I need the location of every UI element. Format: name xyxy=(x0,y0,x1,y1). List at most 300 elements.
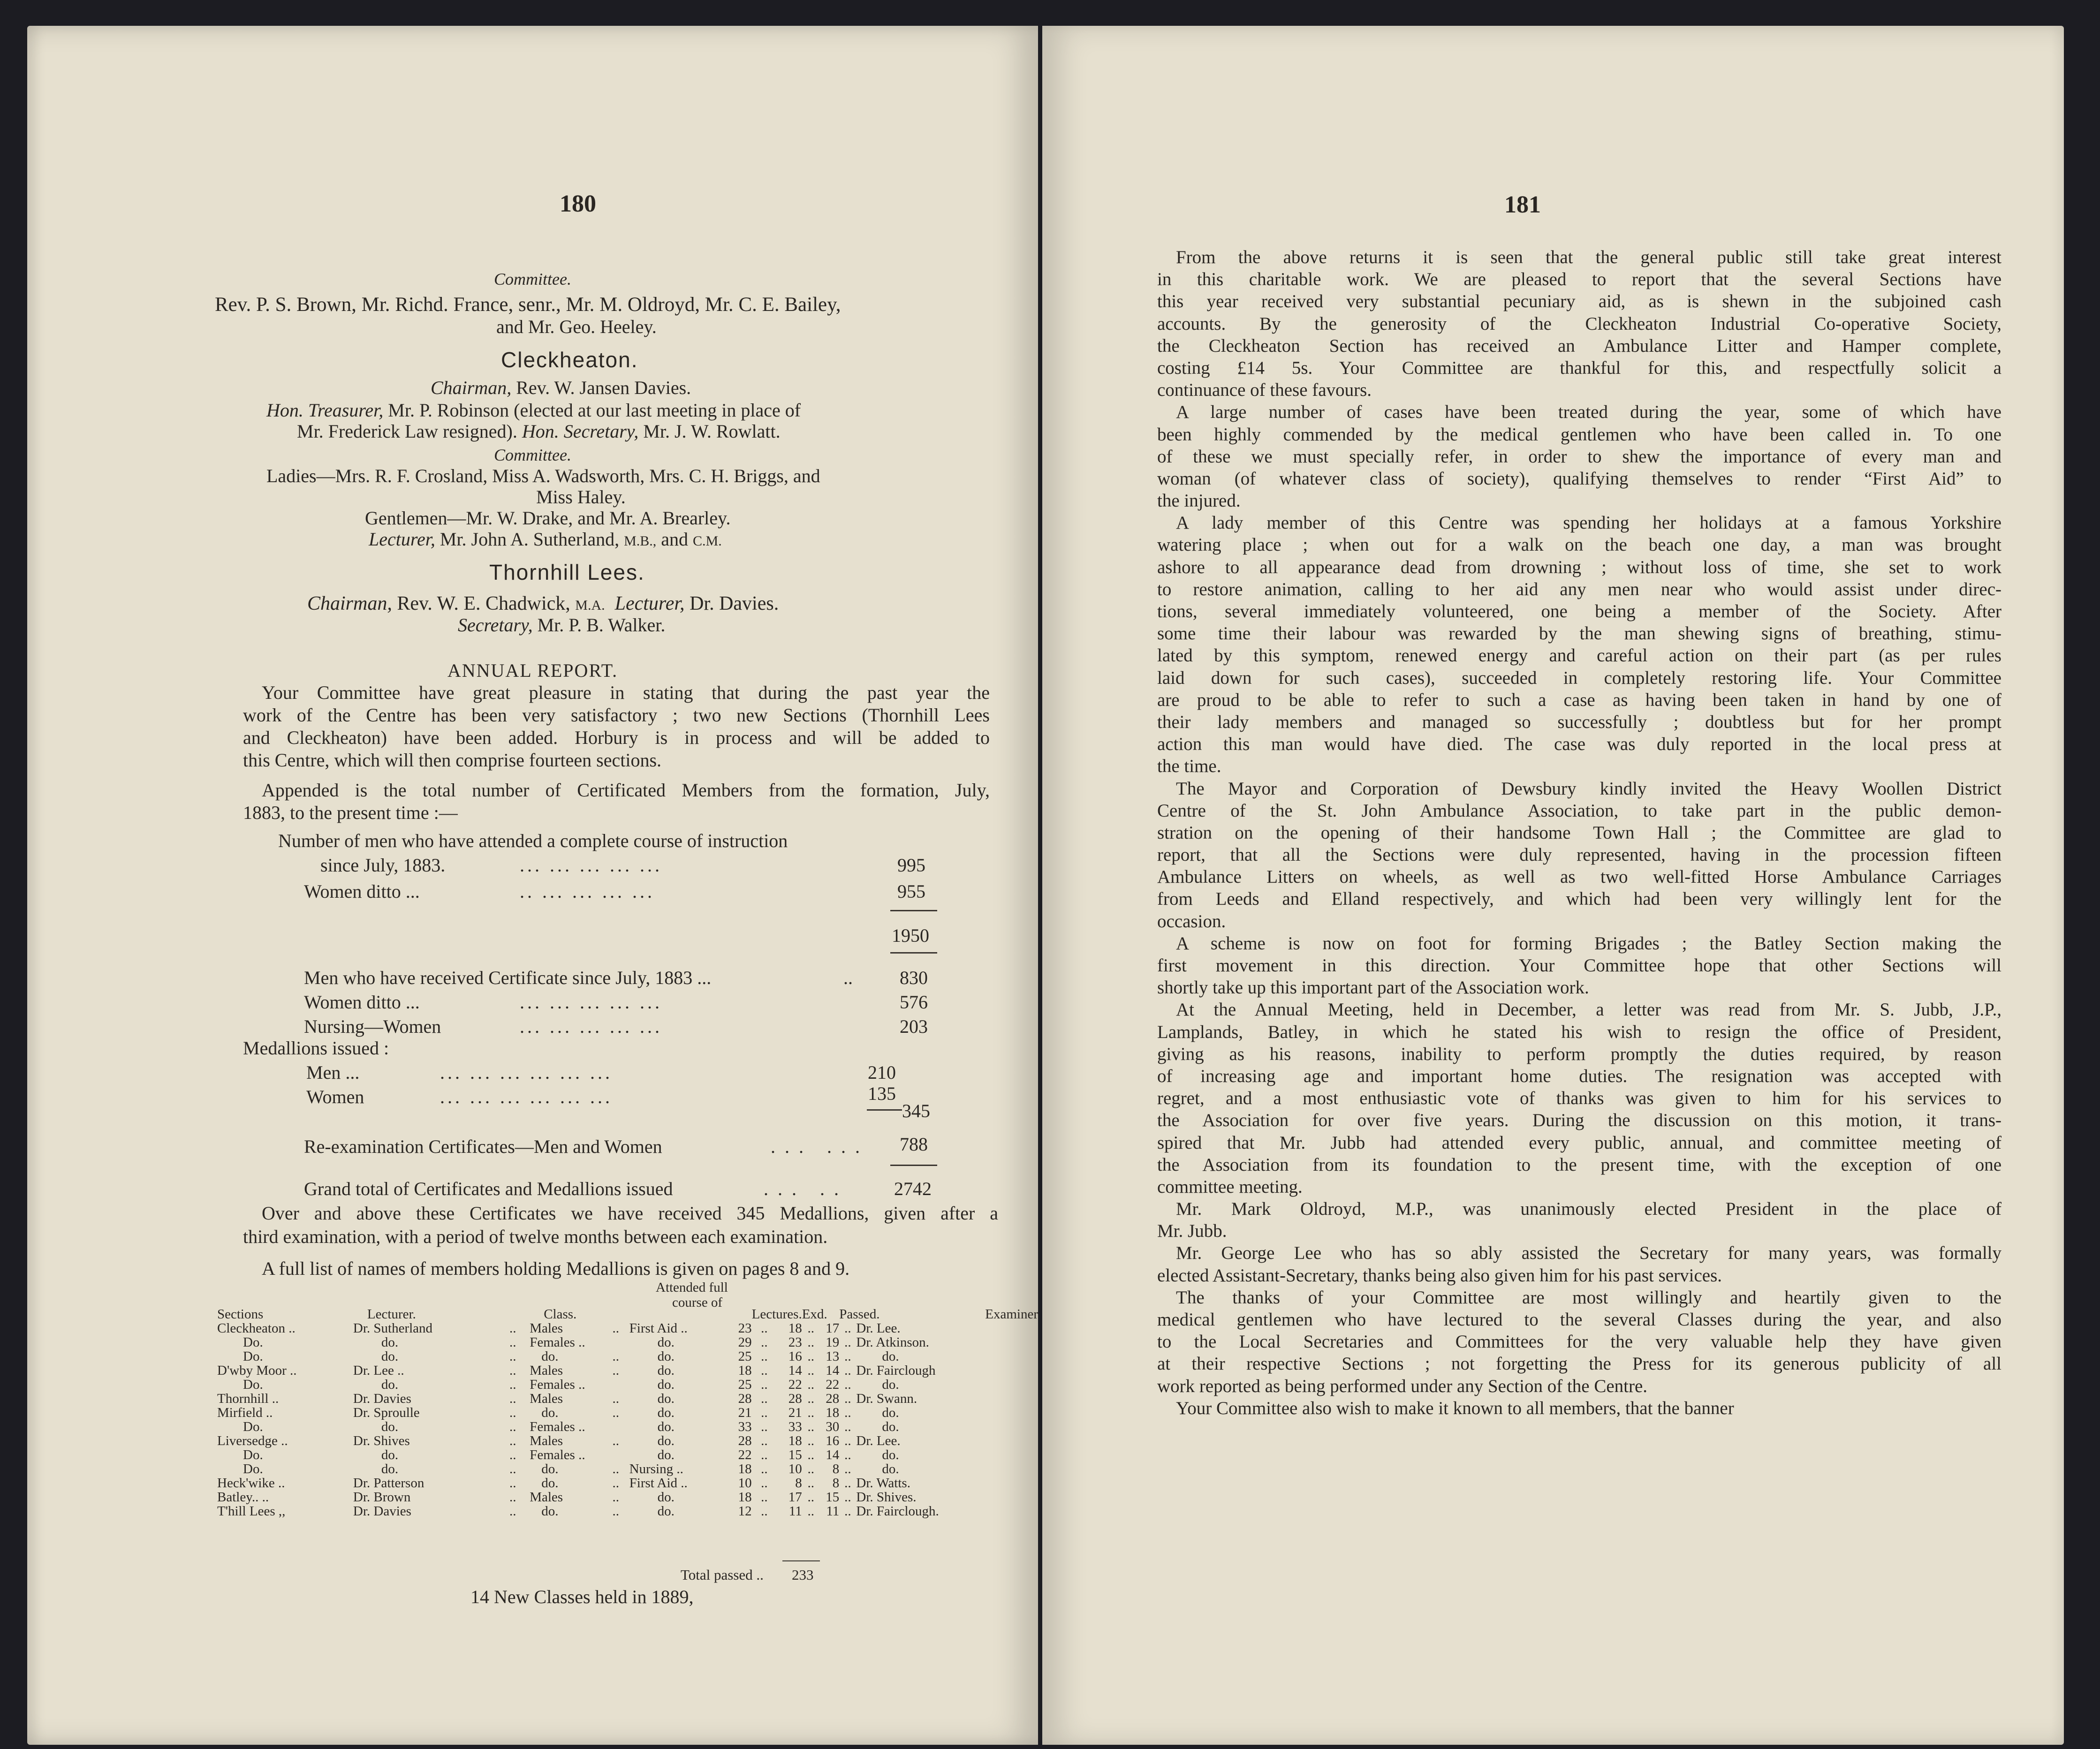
thornhill-secretary: Secretary, Mr. P. B. Walker. xyxy=(458,614,666,636)
stat-medallions-label: Medallions issued : xyxy=(243,1037,389,1059)
table-cell: 12 xyxy=(738,1504,752,1519)
table-cell: 16 xyxy=(826,1433,840,1448)
stat-med-men-label: Men ... xyxy=(306,1062,360,1083)
table-cell: .. xyxy=(807,1363,815,1378)
stat-men-cert-dots: .. xyxy=(843,967,853,988)
table-row xyxy=(217,1420,1038,1434)
table-cell: 18 xyxy=(826,1405,840,1420)
stat-med-total-value: 345 xyxy=(902,1100,930,1121)
table-row xyxy=(217,1462,1038,1476)
stat-reexam-value: 788 xyxy=(900,1134,928,1155)
stat-women-ditto-value: 955 xyxy=(897,881,925,902)
right-text-line: the Association from its foundation to the present time, with the exception of one xyxy=(1157,1154,2001,1175)
table-cell: do. xyxy=(657,1363,675,1378)
table-cell: .. xyxy=(509,1476,516,1491)
table-row xyxy=(217,1448,1038,1462)
table-cell: .. xyxy=(509,1335,516,1350)
table-cell: .. xyxy=(761,1504,768,1519)
right-text-line: Lamplands, Batley, in which he stated his wish to resign the office of President, xyxy=(1157,1022,2001,1042)
table-row xyxy=(217,1434,1038,1448)
table-cell: Heck'wike .. xyxy=(217,1476,285,1491)
table-cell: .. xyxy=(761,1321,768,1336)
right-text-line: from Leeds and Elland respectively, and which had been very willingly lent for the xyxy=(1157,889,2001,909)
table-cell: do. xyxy=(381,1447,399,1462)
table-cell: Males xyxy=(530,1321,563,1336)
table-cell: .. xyxy=(761,1461,768,1476)
table-row xyxy=(217,1406,1038,1420)
table-cell: 14 xyxy=(826,1447,840,1462)
total-rule-2 xyxy=(890,952,937,954)
stat-women-cert-label: Women ditto ... xyxy=(304,992,420,1013)
report-p4: A full list of names of members holding Medallions is given on pages 8 and 9. xyxy=(262,1258,850,1279)
table-cell: .. xyxy=(807,1335,815,1350)
right-page-number: 181 xyxy=(1504,191,1541,218)
table-cell: Liversedge .. xyxy=(217,1433,288,1448)
cleckheaton-committee-heading: Committee. xyxy=(494,446,571,464)
table-cell: .. xyxy=(612,1405,620,1420)
right-text-line: A lady member of this Centre was spending her holidays at a famous Yorkshire xyxy=(1176,513,2001,533)
grand-rule xyxy=(890,1165,937,1166)
stat-women-ditto-label: Women ditto ... xyxy=(304,881,420,902)
stat-grand-label: Grand total of Certificates and Medallions issued xyxy=(304,1178,673,1199)
table-cell: .. xyxy=(509,1419,516,1434)
med-total-rule xyxy=(867,1109,902,1111)
table-cell: 15 xyxy=(788,1447,802,1462)
table-cell: .. xyxy=(807,1433,815,1448)
table-cell: Dr. Lee. xyxy=(856,1433,901,1448)
cleckheaton-gentlemen: Gentlemen—Mr. W. Drake, and Mr. A. Brearley. xyxy=(365,507,731,529)
right-text-line: costing £14 5s. Your Committee are thankful for this, and respectfully solicit a xyxy=(1157,357,2001,378)
table-cell: First Aid .. xyxy=(629,1321,688,1336)
table-cell: .. xyxy=(844,1447,851,1462)
table-footer: 14 New Classes held in 1889, xyxy=(470,1586,694,1607)
table-header-cell: Lecturer. xyxy=(367,1307,416,1322)
right-page-text xyxy=(1157,246,2001,1419)
table-row xyxy=(217,1378,1038,1392)
right-text-line: in this charitable work. We are pleased to report that the several Sections have xyxy=(1157,269,2001,290)
table-cell: Do. xyxy=(243,1377,263,1392)
cleckheaton-heading: Cleckheaton. xyxy=(501,348,638,372)
committee-line-1: Rev. P. S. Brown, Mr. Richd. France, senr., Mr. M. Oldroyd, Mr. C. E. Bailey, xyxy=(215,294,841,316)
table-cell: Dr. Sproulle xyxy=(353,1405,420,1420)
table-cell: Dr. Shives xyxy=(353,1433,410,1448)
report-p2-line-2: 1883, to the present time :— xyxy=(243,802,458,823)
stat-men-course-value: 995 xyxy=(897,855,925,876)
right-text-line: first movement in this direction. Your Committee hope that other Sections will xyxy=(1157,955,2001,976)
table-header-cell: Exd. xyxy=(802,1307,827,1322)
table-cell: .. xyxy=(807,1490,815,1505)
right-text-line: At the Annual Meeting, held in December, a letter was read from Mr. S. Jubb, J.P., xyxy=(1176,999,2001,1020)
cleckheaton-secretary: Mr. Frederick Law resigned). Hon. Secretary, Mr. J. W. Rowlatt. xyxy=(297,421,781,442)
table-row xyxy=(217,1349,1038,1363)
table-cell: Dr. Fairclough xyxy=(856,1363,936,1378)
right-text-line: lated by this symptom, renewed energy and careful action on their part (as per rules xyxy=(1157,645,2001,666)
stat-men-course-dots: ... ... ... ... ... xyxy=(520,855,662,876)
table-cell: .. xyxy=(807,1349,815,1364)
stat-men-course-label-2: since July, 1883. xyxy=(320,855,446,876)
table-cell: Dr. Watts. xyxy=(856,1476,910,1491)
table-cell: .. xyxy=(612,1391,620,1406)
stat-reexam-label: Re-examination Certificates—Men and Women xyxy=(304,1136,662,1157)
stat-women-cert-dots: ... ... ... ... ... xyxy=(520,992,662,1013)
table-cell: 11 xyxy=(788,1504,802,1519)
right-text-line: woman (of whatever class of society), qualifying themselves to render “First Aid” to xyxy=(1157,468,2001,489)
table-cell: do. xyxy=(657,1405,675,1420)
table-cell: .. xyxy=(844,1335,851,1350)
table-cell: Do. xyxy=(243,1447,263,1462)
table-cell: .. xyxy=(612,1433,620,1448)
table-cell: 14 xyxy=(826,1363,840,1378)
table-cell: Males xyxy=(530,1490,563,1505)
table-cell: Dr. Swann. xyxy=(856,1391,917,1406)
table-cell: 14 xyxy=(788,1363,802,1378)
table-cell: Males xyxy=(530,1363,563,1378)
right-text-line: Mr. Jubb. xyxy=(1157,1221,1227,1242)
stat-total-1950: 1950 xyxy=(892,925,929,946)
table-cell: 28 xyxy=(738,1391,752,1406)
right-text-line: some time their labour was rewarded by the man shewing signs of breathing, stimu- xyxy=(1157,623,2001,644)
table-cell: .. xyxy=(509,1461,516,1476)
table-cell: .. xyxy=(844,1504,851,1519)
right-text-line: tions, several immediately volunteered, one being a member of the Society. After xyxy=(1157,601,2001,621)
table-cell: 22 xyxy=(826,1377,840,1392)
stat-med-men-dots: ... ... ... ... ... ... xyxy=(440,1062,613,1083)
right-text-line: the Cleckheaton Section has received an Ambulance Litter and Hamper complete, xyxy=(1157,335,2001,356)
right-text-line: elected Assistant-Secretary, thanks being also given him for his past services. xyxy=(1157,1265,1722,1286)
table-cell: do. xyxy=(657,1419,675,1434)
right-text-line: the injured. xyxy=(1157,491,1241,511)
table-cell: 10 xyxy=(738,1476,752,1491)
table-cell: .. xyxy=(761,1447,768,1462)
stat-med-men-value: 210 xyxy=(868,1062,896,1083)
table-cell: Do. xyxy=(243,1419,263,1434)
table-cell: .. xyxy=(612,1363,620,1378)
table-cell: do. xyxy=(657,1391,675,1406)
table-cell: 8 xyxy=(832,1476,840,1491)
table-cell: 28 xyxy=(738,1433,752,1448)
right-text-line: the time. xyxy=(1157,756,1221,777)
right-text-line: accounts. By the generosity of the Cleckheaton Industrial Co-operative Society, xyxy=(1157,313,2001,334)
table-cell: .. xyxy=(761,1419,768,1434)
table-cell xyxy=(613,1335,629,1349)
report-p1-line-4: this Centre, which will then comprise fourteen sections. xyxy=(243,750,662,771)
table-cell: do. xyxy=(381,1349,399,1364)
table-cell: .. xyxy=(844,1419,851,1434)
table-cell: 25 xyxy=(738,1377,752,1392)
table-cell: Thornhill .. xyxy=(217,1391,279,1406)
right-text-line: regret, and a most enthusiastic vote of thanks was given to him for his services to xyxy=(1157,1088,2001,1109)
table-cell: Dr. Fairclough. xyxy=(856,1504,939,1519)
table-cell: do. xyxy=(541,1405,559,1420)
right-text-line: The Mayor and Corporation of Dewsbury kindly invited the Heavy Woollen District xyxy=(1176,778,2001,799)
table-cell: Males xyxy=(530,1433,563,1448)
stat-nursing-value: 203 xyxy=(900,1016,928,1037)
table-cell: .. xyxy=(509,1433,516,1448)
table-cell: .. xyxy=(807,1377,815,1392)
table-cell: .. xyxy=(844,1433,851,1448)
right-text-line: shortly take up this important part of the Association work. xyxy=(1157,977,1589,998)
table-cell: .. xyxy=(844,1363,851,1378)
table-cell: .. xyxy=(509,1504,516,1519)
right-text-line: continuance of these favours. xyxy=(1157,380,1372,401)
right-text-line: their lady members and managed so successfully ; doubtless but for her prompt xyxy=(1157,712,2001,732)
right-text-line: giving as his reasons, inability to perform promptly the duties required, by reason xyxy=(1157,1044,2001,1064)
table-row xyxy=(217,1363,1038,1378)
table-header-cell xyxy=(733,1307,751,1321)
stat-nursing-label: Nursing—Women xyxy=(304,1016,441,1037)
table-cell: .. xyxy=(807,1321,815,1336)
table-cell: .. xyxy=(844,1461,851,1476)
right-text-line: The thanks of your Committee are most willingly and heartily given to the xyxy=(1176,1287,2001,1308)
right-text-line: this year received very substantial pecuniary aid, as is shewn in the subjoined cash xyxy=(1157,291,2001,312)
right-text-line: spired that Mr. Jubb had attended every public, annual, and committee meeting of xyxy=(1157,1132,2001,1153)
right-text-line: the Association for over five years. During the discussion on this motion, it trans- xyxy=(1157,1110,2001,1131)
table-cell: .. xyxy=(761,1391,768,1406)
table-cell: .. xyxy=(612,1461,620,1476)
table-header-cell: Sections xyxy=(217,1307,264,1322)
report-p2-line-1: Appended is the total number of Certificated Members from the formation, July, xyxy=(262,780,990,801)
table-cell: .. xyxy=(807,1504,815,1519)
right-text-line: A scheme is now on foot for forming Brigades ; the Batley Section making the xyxy=(1176,933,2001,954)
left-page-number: 180 xyxy=(560,190,596,217)
table-cell: Males xyxy=(530,1391,563,1406)
table-cell: Cleckheaton .. xyxy=(217,1321,296,1336)
right-text-line: watering place ; when out for a walk on the beach one day, a man was brought xyxy=(1157,535,2001,555)
stat-grand-dots: ... .. xyxy=(764,1178,848,1199)
table-cell xyxy=(613,1378,629,1392)
cleckheaton-chairman: Chairman, Rev. W. Jansen Davies. xyxy=(431,377,691,398)
table-total-rule xyxy=(782,1560,820,1561)
right-text-line: Ambulance Litters on wheels, as well as two well-fitted Horse Ambulance Carriages xyxy=(1157,867,2001,887)
table-cell: .. xyxy=(509,1447,516,1462)
table-header-cell: Examiner xyxy=(985,1307,1038,1322)
table-cell: .. xyxy=(509,1377,516,1392)
table-cell: .. xyxy=(844,1377,851,1392)
table-cell: .. xyxy=(807,1391,815,1406)
table-cell: Mirfield .. xyxy=(217,1405,273,1420)
right-text-line: ashore to all appearance dead from drowning ; without loss of time, she set to work xyxy=(1157,557,2001,577)
table-cell: Do. xyxy=(243,1335,263,1350)
table-cell: Do. xyxy=(243,1461,263,1476)
table-cell: do. xyxy=(541,1461,559,1476)
report-p3-line-1: Over and above these Certificates we have received 345 Medallions, given after a xyxy=(262,1203,998,1224)
table-cell: do. xyxy=(882,1377,899,1392)
annual-report-heading: ANNUAL REPORT. xyxy=(447,660,618,681)
table-cell: 21 xyxy=(738,1405,752,1420)
right-text-line: Mr. George Lee who has so ably assisted the Secretary for many years, was formally xyxy=(1176,1243,2001,1264)
committee-line-2: and Mr. Geo. Heeley. xyxy=(496,316,657,337)
table-total-value: 233 xyxy=(792,1567,814,1583)
table-cell: Females .. xyxy=(530,1419,585,1434)
table-cell: .. xyxy=(844,1321,851,1336)
table-cell: .. xyxy=(807,1461,815,1476)
table-cell: .. xyxy=(509,1321,516,1336)
right-text-line: A large number of cases have been treated during the year, some of which have xyxy=(1176,402,2001,423)
table-cell: do. xyxy=(381,1419,399,1434)
table-cell: .. xyxy=(612,1490,620,1505)
table-cell: 18 xyxy=(738,1363,752,1378)
table-cell: Dr. Atkinson. xyxy=(856,1335,929,1350)
thornhill-heading: Thornhill Lees. xyxy=(489,560,645,584)
table-cell: Females .. xyxy=(530,1377,585,1392)
table-cell: Dr. Lee. xyxy=(856,1321,901,1336)
table-cell: 11 xyxy=(826,1504,840,1519)
table-cell: do. xyxy=(882,1447,899,1462)
table-cell: 15 xyxy=(826,1490,840,1505)
table-cell: do. xyxy=(541,1349,559,1364)
table-cell: T'hill Lees ,, xyxy=(217,1504,286,1519)
stat-women-cert-value: 576 xyxy=(900,992,928,1013)
table-cell: do. xyxy=(657,1433,675,1448)
table-cell: Females .. xyxy=(530,1447,585,1462)
right-text-line: at their respective Sections ; not forgetting the Press for its generous publicity of all xyxy=(1157,1354,2001,1374)
committee-heading: Committee. xyxy=(494,270,571,288)
table-cell: .. xyxy=(761,1335,768,1350)
table-cell: .. xyxy=(612,1504,620,1519)
table-cell: 28 xyxy=(788,1391,802,1406)
table-row xyxy=(217,1504,1038,1518)
table-header-cell: Class. xyxy=(544,1307,577,1322)
table-cell: do. xyxy=(657,1447,675,1462)
thornhill-chairman: Chairman, Rev. W. E. Chadwick, M.A. Lecturer, Dr. Davies. xyxy=(307,593,779,614)
right-text-line: to restore animation, calling to her aid any men near who would assist under direc- xyxy=(1157,579,2001,599)
table-row xyxy=(217,1335,1038,1349)
table-cell: Dr. Patterson xyxy=(353,1476,425,1491)
right-text-line: committee meeting. xyxy=(1157,1176,1303,1197)
table-cell: Do. xyxy=(243,1349,263,1364)
table-cell: .. xyxy=(509,1490,516,1505)
report-p1-line-1: Your Committee have great pleasure in stating that during the past year the xyxy=(262,682,990,703)
table-cell: 8 xyxy=(832,1461,840,1476)
table-cell: do. xyxy=(882,1405,899,1420)
table-cell: .. xyxy=(844,1476,851,1491)
table-cell: .. xyxy=(509,1349,516,1364)
table-cell: .. xyxy=(509,1363,516,1378)
right-text-line: From the above returns it is seen that the general public still take great interest xyxy=(1176,247,2001,267)
table-header-cell: Lectures. xyxy=(751,1307,802,1322)
table-cell: .. xyxy=(612,1321,620,1336)
table-cell: .. xyxy=(807,1419,815,1434)
stat-med-women-value: 135 xyxy=(868,1083,896,1104)
table-cell: .. xyxy=(509,1391,516,1406)
table-cell: D'wby Moor .. xyxy=(217,1363,297,1378)
table-cell: Nursing .. xyxy=(629,1461,683,1476)
table-cell: do. xyxy=(657,1377,675,1392)
right-text-line: Centre of the St. John Ambulance Association, to take part in the public demon- xyxy=(1157,800,2001,821)
table-head-course: course of xyxy=(672,1295,723,1310)
table-cell: 25 xyxy=(738,1349,752,1364)
table-cell: do. xyxy=(657,1349,675,1364)
right-text-line: been highly commended by the medical gentlemen who have been called in. To one xyxy=(1157,424,2001,445)
table-cell: First Aid .. xyxy=(629,1476,688,1491)
stat-women-ditto-dots: .. ... ... ... ... xyxy=(520,881,655,902)
table-cell: do. xyxy=(882,1349,899,1364)
table-cell: .. xyxy=(844,1405,851,1420)
right-text-line: laid down for such cases), succeeded in completely restoring life. Your Committee xyxy=(1157,667,2001,688)
table-cell: .. xyxy=(761,1377,768,1392)
right-page xyxy=(1042,26,2064,1745)
table-cell: .. xyxy=(807,1476,815,1491)
left-page xyxy=(27,26,1038,1745)
stat-med-women-label: Women xyxy=(306,1086,364,1107)
right-text-line: stration on the opening of their handsome Town Hall ; the Committee are glad to xyxy=(1157,822,2001,843)
report-p3-line-2: third examination, with a period of twelve months between each examination. xyxy=(243,1226,828,1247)
table-cell: do. xyxy=(541,1476,559,1491)
table-cell: Dr. Brown xyxy=(353,1490,411,1505)
right-text-line: of these we must specially refer, in order to shew the importance of every man and xyxy=(1157,446,2001,467)
table-cell: Dr. Lee .. xyxy=(353,1363,404,1378)
table-cell: .. xyxy=(844,1490,851,1505)
table-cell: Batley.. .. xyxy=(217,1490,269,1505)
table-cell: .. xyxy=(612,1476,620,1491)
table-cell: do. xyxy=(657,1504,675,1519)
table-cell: 23 xyxy=(738,1321,752,1336)
table-cell: 19 xyxy=(826,1335,840,1350)
right-text-line: to the Local Secretaries and Committees for the very valuable help they have given xyxy=(1157,1332,2001,1352)
table-cell: 33 xyxy=(788,1419,802,1434)
table-cell: do. xyxy=(381,1335,399,1350)
table-cell: .. xyxy=(761,1433,768,1448)
table-row xyxy=(217,1476,1038,1490)
table-cell: .. xyxy=(761,1490,768,1505)
table-cell: .. xyxy=(612,1349,620,1364)
table-cell: do. xyxy=(541,1504,559,1519)
cleckheaton-ladies-2: Miss Haley. xyxy=(536,486,626,507)
right-text-line: of increasing age and important home duties. The resignation was accepted with xyxy=(1157,1066,2001,1086)
table-cell: Dr. Shives. xyxy=(856,1490,917,1505)
table-cell: .. xyxy=(807,1447,815,1462)
table-header-row xyxy=(217,1307,1038,1321)
table-cell: do. xyxy=(882,1461,899,1476)
table-total-label: Total passed .. xyxy=(681,1567,764,1583)
table-row xyxy=(217,1392,1038,1406)
table-cell: 28 xyxy=(826,1391,840,1406)
table-cell: 8 xyxy=(795,1476,802,1491)
stat-men-course-label: Number of men who have attended a complete course of instruction xyxy=(278,830,788,851)
table-cell: .. xyxy=(761,1349,768,1364)
table-head-attended: Attended full xyxy=(656,1280,728,1295)
table-cell: 18 xyxy=(788,1321,802,1336)
table-cell: 22 xyxy=(788,1377,802,1392)
stat-men-cert-label: Men who have received Certificate since July, 1883 ... xyxy=(304,967,712,988)
stat-men-cert-value: 830 xyxy=(900,967,928,988)
table-cell: 33 xyxy=(738,1419,752,1434)
table-cell: 17 xyxy=(788,1490,802,1505)
right-text-line: medical gentlemen who have lectured to the several Classes during the year, and also xyxy=(1157,1310,2001,1330)
table-cell: 23 xyxy=(788,1335,802,1350)
table-cell: 22 xyxy=(738,1447,752,1462)
cleckheaton-lecturer: Lecturer, Mr. John A. Sutherland, M.B., and C.M. xyxy=(369,529,722,550)
right-text-line: work reported as being performed under any Section of the Centre. xyxy=(1157,1376,1648,1396)
table-cell xyxy=(613,1448,629,1462)
table-cell: 18 xyxy=(788,1433,802,1448)
table-cell: do. xyxy=(657,1335,675,1350)
table-cell xyxy=(613,1420,629,1434)
table-cell: .. xyxy=(844,1349,851,1364)
table-cell: .. xyxy=(761,1405,768,1420)
table-cell: do. xyxy=(882,1419,899,1434)
right-text-line: occasion. xyxy=(1157,911,1226,931)
report-p1-line-2: work of the Centre has been very satisfactory ; two new Sections (Thornhill Lees xyxy=(243,704,990,726)
table-row xyxy=(217,1490,1038,1504)
right-text-line: action this man would have died. The case was duly reported in the local press at xyxy=(1157,734,2001,755)
table-cell: 13 xyxy=(826,1349,840,1364)
table-cell: 29 xyxy=(738,1335,752,1350)
table-cell: 16 xyxy=(788,1349,802,1364)
stat-grand-value: 2742 xyxy=(894,1178,932,1199)
right-text-line: are proud to be able to refer to such a case as having been taken in hand by one of xyxy=(1157,689,2001,710)
table-cell: .. xyxy=(807,1405,815,1420)
